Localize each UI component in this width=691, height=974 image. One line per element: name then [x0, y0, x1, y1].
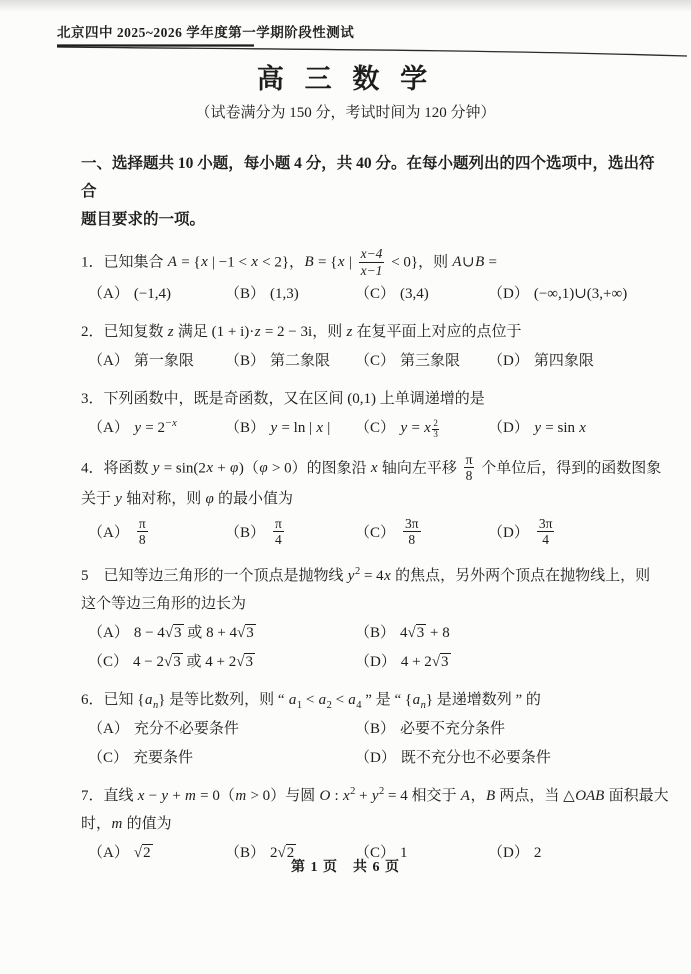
radical: √2	[277, 844, 295, 861]
math-fragment: x	[384, 567, 391, 584]
math-fragment: (1 + i)·	[211, 324, 255, 341]
math-fragment: |	[345, 254, 356, 271]
math-fragment: 4 + 2	[400, 653, 432, 670]
option-label: （C）	[88, 653, 129, 670]
math-fragment: (−1,4)	[133, 286, 172, 303]
fraction: $\frac{3\pi}{4}$	[538, 515, 553, 548]
fraction: $\frac{\pi}{8}$	[465, 451, 473, 484]
text-fragment: 5 已知等边三角形的一个顶点是抛物线	[81, 567, 348, 584]
math-fragment: OAB	[575, 787, 605, 804]
text-fragment: 的最小值为	[214, 490, 294, 507]
exam-body	[0, 150, 691, 864]
option-content	[400, 517, 424, 549]
options	[81, 350, 665, 372]
option-B	[355, 622, 665, 644]
math-fragment: = 0	[196, 787, 220, 804]
math-fragment: 1	[296, 699, 303, 711]
math-fragment: = 4	[384, 787, 412, 804]
text-fragment: 轴对称，则	[122, 490, 205, 507]
text-fragment: ）的图象沿	[291, 460, 371, 477]
fraction: $\frac{3\pi}{8}$	[405, 515, 419, 548]
math-fragment: x	[251, 254, 258, 271]
math-fragment: 4	[356, 699, 362, 711]
option-content	[400, 417, 439, 440]
math-fragment: x	[579, 420, 586, 437]
option-label: （B）	[225, 420, 266, 437]
math-fragment: = {	[177, 254, 201, 271]
math-fragment: y	[400, 420, 408, 437]
option-D	[488, 417, 665, 440]
text-fragment: 2．已知复数	[81, 324, 168, 341]
text-fragment: 满足	[174, 324, 212, 341]
text-fragment: 第四象限	[533, 353, 594, 370]
option-label: （C）	[355, 844, 396, 861]
math-fragment: {	[137, 691, 145, 708]
option-label: （D）	[355, 749, 396, 766]
math-fragment: φ	[230, 460, 239, 477]
option-content	[134, 718, 239, 740]
option-B	[225, 350, 355, 372]
option-C	[355, 350, 488, 372]
text-fragment: 是递增数列 ” 的	[433, 691, 541, 708]
text-fragment: 既不充分也不必要条件	[400, 749, 551, 766]
radical: √3	[163, 653, 181, 670]
question-6	[81, 686, 665, 769]
option-label: （D）	[488, 353, 529, 370]
math-fragment: =	[407, 420, 424, 437]
option-label: （C）	[355, 524, 396, 541]
text-fragment: 这个等边三角形的边长为	[81, 595, 247, 612]
math-fragment: n	[152, 699, 159, 711]
math-fragment: x	[206, 460, 214, 477]
text-fragment: 相交于	[411, 787, 461, 804]
option-label: （B）	[225, 524, 266, 541]
option-label: （C）	[355, 353, 396, 370]
option-D	[355, 651, 665, 673]
math-fragment: 4 + 2	[205, 653, 237, 670]
option-A	[88, 350, 225, 372]
option-content	[400, 350, 460, 372]
question-stem	[81, 318, 665, 346]
math-fragment: z	[167, 324, 174, 341]
question-stem	[81, 385, 665, 413]
math-fragment: + 8	[426, 624, 450, 641]
text-fragment: 在复平面上对应的点位于	[352, 324, 522, 341]
option-label: （D）	[488, 420, 529, 437]
math-fragment: 1	[400, 844, 408, 861]
option-label: （B）	[355, 624, 396, 641]
text-fragment: 第一象限	[133, 353, 194, 370]
question-stem	[81, 562, 665, 590]
math-fragment: ∪	[462, 254, 475, 271]
radical: √3	[431, 653, 449, 670]
math-fragment: | −1 <	[208, 254, 251, 271]
option-content	[534, 517, 558, 549]
text-fragment: 则	[433, 254, 452, 271]
math-fragment: x	[370, 460, 378, 477]
text-fragment: 第三象限	[400, 353, 461, 370]
page-footer: 第 1 页 共 6 页	[291, 860, 400, 875]
text-fragment: 是等比数列，则 “	[165, 691, 289, 708]
text-fragment: 1．已知集合	[81, 254, 168, 271]
option-label: （A）	[88, 844, 129, 861]
math-fragment: y	[371, 787, 379, 804]
math-fragment: > 0	[268, 460, 292, 477]
text-fragment: （	[219, 787, 235, 804]
question-4	[81, 453, 665, 549]
math-fragment: <	[331, 691, 348, 708]
math-fragment: 2	[270, 844, 278, 861]
option-label: （C）	[355, 420, 396, 437]
option-content	[134, 350, 194, 372]
option-content	[534, 283, 627, 305]
option-A	[88, 283, 225, 305]
option-C	[355, 417, 488, 440]
math-fragment: =	[484, 254, 498, 271]
option-C	[355, 283, 488, 305]
math-fragment: x	[342, 787, 350, 804]
radical: √3	[237, 624, 254, 641]
fraction: $\frac{\pi}{4}$	[275, 515, 282, 548]
option-D	[488, 283, 665, 305]
text-fragment: 的焦点，另外两个顶点在抛物线上，则	[391, 567, 651, 584]
option-D	[488, 517, 665, 549]
math-fragment: y	[115, 490, 122, 507]
math-fragment: y	[152, 460, 160, 477]
math-fragment: 2	[354, 565, 361, 577]
text-fragment: 充分不必要条件	[133, 720, 239, 737]
math-fragment: +	[355, 787, 372, 804]
option-B	[225, 283, 355, 305]
option-label: （A）	[88, 524, 129, 541]
text-fragment: ，则	[312, 324, 346, 341]
question-stem	[81, 590, 665, 618]
option-content	[534, 350, 594, 372]
text-fragment: 或	[183, 624, 207, 641]
math-fragment: 4 − 2	[133, 653, 164, 670]
fraction: $\frac{\pi}{8}$	[138, 515, 146, 548]
option-A	[88, 718, 355, 740]
text-fragment: 上单调递增的是	[376, 391, 485, 408]
math-fragment: O	[319, 787, 331, 804]
question-stem	[81, 810, 665, 838]
math-fragment: z	[254, 324, 261, 341]
text-fragment: 第二象限	[270, 353, 331, 370]
question-stem	[81, 453, 665, 485]
math-fragment: > 0	[246, 787, 271, 804]
option-label: （B）	[225, 286, 266, 303]
options	[81, 417, 665, 440]
text-fragment: 轴向左平移	[378, 460, 461, 477]
question-1	[81, 247, 665, 305]
math-fragment: m	[235, 787, 247, 804]
option-label: （B）	[225, 844, 266, 861]
option-label: （B）	[225, 353, 266, 370]
section-intro	[81, 150, 665, 234]
math-fragment: |	[323, 420, 331, 437]
option-content	[134, 417, 177, 439]
math-fragment: )	[238, 460, 244, 477]
math-fragment: (1,3)	[270, 286, 299, 303]
option-B	[225, 417, 355, 440]
math-fragment: = sin(2	[159, 460, 206, 477]
text-fragment: 两点，当	[495, 787, 564, 804]
math-fragment: a	[318, 691, 327, 708]
math-fragment: y	[134, 420, 142, 437]
question-stem	[81, 247, 665, 279]
math-fragment: a	[348, 691, 356, 708]
option-D	[488, 350, 665, 372]
math-fragment: x	[424, 420, 431, 437]
option-label: （C）	[355, 286, 396, 303]
math-fragment: z	[346, 324, 353, 341]
exam-subtitle: （试卷满分为 150 分，考试时间为 120 分钟）	[195, 105, 496, 121]
option-content	[401, 651, 451, 673]
math-fragment: = {	[314, 254, 338, 271]
option-content	[270, 417, 330, 439]
math-fragment: = sin	[541, 420, 579, 437]
option-content	[400, 622, 450, 644]
option-C	[88, 747, 355, 769]
math-fragment: a	[412, 691, 421, 708]
math-fragment: A	[460, 787, 470, 804]
math-fragment: <	[302, 691, 319, 708]
option-label: （A）	[88, 353, 129, 370]
option-content	[401, 747, 551, 769]
text-fragment: （	[243, 460, 259, 477]
math-fragment: = ln |	[277, 420, 316, 437]
text-fragment: 6．已知	[81, 691, 138, 708]
option-label: （D）	[355, 653, 396, 670]
text-fragment: 必要不充分条件	[400, 720, 506, 737]
option-label: （A）	[88, 420, 129, 437]
option-C	[355, 517, 488, 549]
option-D	[355, 747, 665, 769]
math-fragment: 2	[379, 785, 385, 797]
math-fragment: }	[158, 691, 166, 708]
option-C	[88, 651, 355, 673]
math-fragment: y	[270, 420, 278, 437]
math-fragment: B	[485, 787, 496, 804]
math-fragment: (3,4)	[400, 286, 429, 303]
option-B	[225, 517, 355, 549]
math-fragment: n	[420, 699, 426, 711]
math-fragment: m	[185, 787, 196, 804]
question-stem	[81, 686, 665, 714]
text-fragment: ” 是 “	[361, 691, 405, 708]
option-content	[534, 417, 587, 439]
exam-title: 高 三 数 学	[256, 64, 435, 94]
math-fragment: △	[563, 787, 575, 804]
math-fragment: x	[201, 254, 208, 271]
math-fragment: y	[534, 420, 542, 437]
question-3	[81, 385, 665, 440]
math-fragment: 2	[350, 785, 356, 797]
option-content	[134, 517, 151, 549]
text-fragment: 的值为	[122, 815, 172, 832]
question-7	[81, 782, 669, 864]
math-fragment: +	[213, 460, 230, 477]
text-fragment: 或	[182, 653, 206, 670]
math-fragment: (0,1)	[347, 391, 377, 408]
option-content	[270, 517, 287, 549]
text-fragment: 7．直线	[81, 787, 138, 804]
text-fragment: 面积最大	[604, 787, 669, 804]
math-fragment: }	[425, 691, 434, 708]
math-fragment: y	[161, 787, 169, 804]
option-label: （B）	[355, 720, 396, 737]
option-label: （A）	[88, 624, 129, 641]
math-fragment: = 4	[360, 567, 384, 584]
options	[81, 517, 665, 549]
option-content	[400, 718, 505, 740]
radical: √3	[407, 624, 425, 641]
math-fragment: −	[144, 787, 161, 804]
section-intro-line1: 一、选择题共 10 小题，每小题 4 分，共 40 分。在每小题列出的四个选项中，选出符合	[81, 155, 655, 200]
option-label: （A）	[88, 720, 129, 737]
question-stem	[81, 782, 669, 810]
math-fragment: 4	[400, 624, 408, 641]
options	[81, 283, 665, 305]
option-content	[134, 622, 256, 644]
math-fragment: x	[337, 254, 345, 271]
math-fragment: −x	[164, 418, 177, 430]
math-fragment: (−∞,1)∪(3,+∞)	[533, 286, 628, 303]
fraction: $\frac{x-4}{x-1}$	[360, 246, 383, 278]
math-fragment: A	[167, 254, 177, 271]
question-5	[81, 562, 665, 673]
text-fragment: 时，	[81, 815, 112, 832]
math-fragment: < 0}，	[387, 254, 434, 271]
options	[81, 718, 665, 769]
option-content	[400, 283, 429, 305]
text-fragment: ，	[470, 787, 486, 804]
option-content	[133, 747, 193, 769]
math-fragment: 2	[326, 699, 332, 711]
text-fragment: 个单位后，得到的函数图象	[477, 460, 662, 477]
text-fragment: 关于	[81, 490, 115, 507]
radical: √2	[133, 844, 151, 861]
math-fragment: a	[288, 691, 297, 708]
question-2	[81, 318, 665, 372]
option-content	[270, 350, 330, 372]
radical: √3	[236, 653, 253, 670]
text-fragment: 充要条件	[133, 749, 194, 766]
math-fragment: B	[475, 254, 485, 271]
fraction: $\frac{2}{3}$	[433, 418, 438, 439]
section-intro-line2: 题目要求的一项。	[81, 211, 206, 228]
radical: √3	[164, 624, 182, 641]
math-fragment: 8 − 4	[133, 624, 165, 641]
option-label: （D）	[488, 524, 529, 541]
math-fragment: = 2	[141, 420, 165, 437]
option-content	[133, 651, 255, 673]
math-fragment: x	[137, 787, 145, 804]
option-A	[88, 517, 225, 549]
math-fragment: a	[144, 691, 153, 708]
option-A	[88, 417, 225, 440]
math-fragment: :	[330, 787, 343, 804]
math-fragment: x	[316, 420, 323, 437]
text-fragment: 3．下列函数中，既是奇函数，又在区间	[81, 391, 348, 408]
option-A	[88, 622, 355, 644]
math-fragment: +	[168, 787, 185, 804]
math-fragment: φ	[205, 490, 214, 507]
option-label: （D）	[488, 286, 529, 303]
math-fragment: m	[111, 815, 123, 832]
option-label: （C）	[88, 749, 129, 766]
school-header: 北京四中 2025~2026 学年度第一学期阶段性测试	[57, 25, 355, 40]
text-fragment: ）与圆	[270, 787, 319, 804]
option-label: （D）	[488, 844, 529, 861]
math-fragment: 8 + 4	[206, 624, 238, 641]
math-fragment: y	[347, 567, 355, 584]
math-fragment: 2	[533, 844, 542, 861]
questions	[81, 246, 669, 864]
math-fragment: A	[452, 254, 462, 271]
text-fragment: 4．将函数	[81, 460, 153, 477]
math-fragment: φ	[259, 460, 268, 477]
option-label: （A）	[88, 286, 129, 303]
math-fragment: B	[304, 254, 314, 271]
question-stem	[81, 485, 665, 513]
options	[81, 622, 665, 673]
option-content	[134, 283, 171, 305]
option-B	[355, 718, 665, 740]
option-content	[270, 283, 299, 305]
math-fragment: = 2 − 3i	[261, 324, 313, 341]
math-fragment: < 2}，	[258, 254, 305, 271]
math-fragment: {	[404, 691, 413, 708]
